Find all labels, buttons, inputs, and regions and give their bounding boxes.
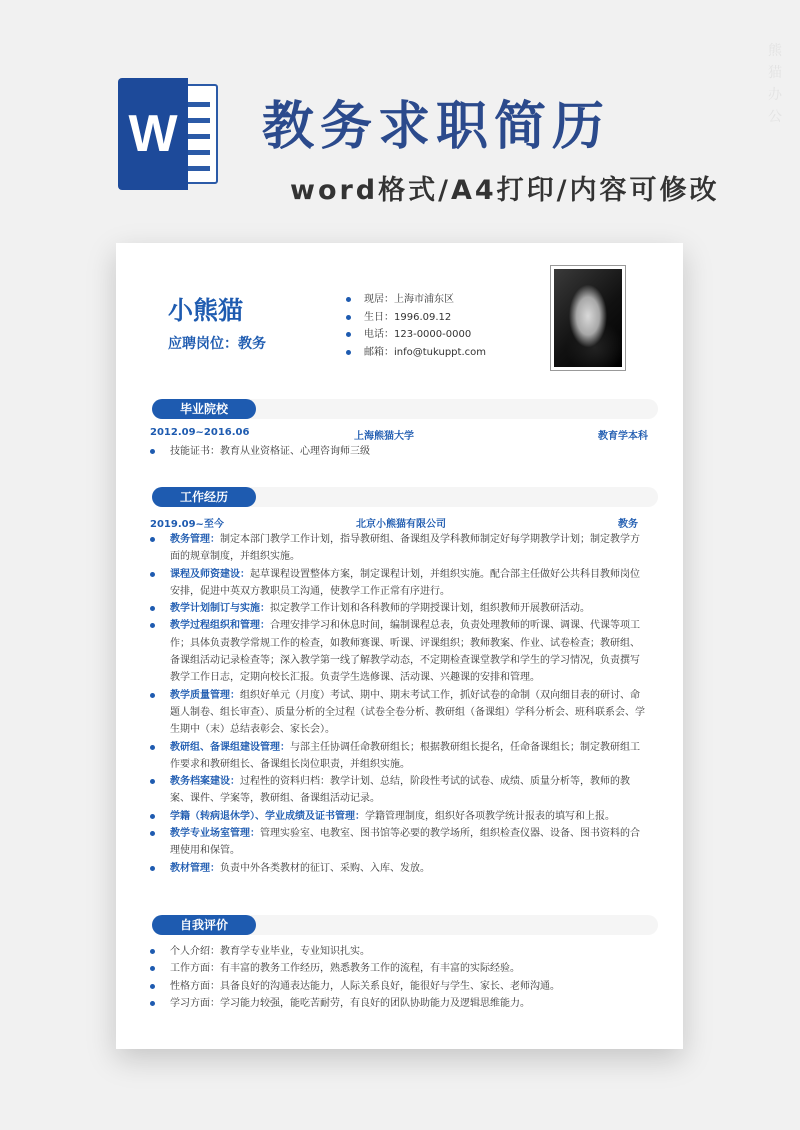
list-item: 教学质量管理：组织好单元（月度）考试、期中、期末考试工作，抓好试卷的命制（双向细目表的研讨、命题人制卷、组长审查）、质量分析的全过程（试卷全卷分析、教研组（备课组）学科分析会、班科联系会、学生期中（末）总结表彰会、家长会）。 <box>150 687 646 739</box>
bullet-icon <box>150 1001 155 1006</box>
bullet-icon <box>150 449 155 454</box>
section-title: 工作经历 <box>152 487 256 507</box>
list-item: 个人介绍：教育学专业毕业，专业知识扎实。 <box>150 943 646 960</box>
bullet-icon <box>346 332 351 337</box>
bullet-icon <box>150 966 155 971</box>
bullet-icon <box>150 814 155 819</box>
info-address: 现居：上海市浦东区 <box>346 291 486 309</box>
list-item: 教材管理：负责中外各类教材的征订、采购、入库、发放。 <box>150 860 646 877</box>
section-education <box>152 399 658 419</box>
bullet-icon <box>150 831 155 836</box>
list-item: 学习方面：学习能力较强，能吃苦耐劳，有良好的团队协助能力及逻辑思维能力。 <box>150 995 646 1012</box>
bullet-icon <box>346 297 351 302</box>
list-item: 教学过程组织和管理：合理安排学习和休息时间，编制课程总表，负责处理教师的听课、调课、代课等项工作；具体负责教学常规工作的检查，如教师赛课、听课、评课组织；教师教案、作业、试卷检查；教研组、备课组活动记录检查等；深入教学第一线了解教学动态，不定期检查课堂教学和学生的学习情况，负责撰写教学工作日志，定期向校长汇报。负责学生选修课、活动课、兴趣课的安排和管理。 <box>150 617 646 686</box>
watermark: 熊猫办公 <box>768 43 782 125</box>
banner <box>0 0 800 240</box>
list-item: 工作方面：有丰富的教务工作经历，熟悉教务工作的流程，有丰富的实际经验。 <box>150 960 646 977</box>
resume-page <box>116 243 683 1049</box>
banner-title: 教务求职简历 <box>262 97 611 157</box>
list-item: 教学专业场室管理：管理实验室、电教室、图书馆等必要的教学场所，组织检查仪器、设备、图书资料的合理使用和保管。 <box>150 825 646 860</box>
bullet-icon <box>150 745 155 750</box>
applied-position: 应聘岗位：教务 <box>168 336 266 352</box>
section-title: 毕业院校 <box>152 399 256 419</box>
work-list <box>150 531 646 877</box>
list-item: 课程及师资建设：起草课程设置整体方案，制定课程计划，并组织实施。配合部主任做好公共科目教师岗位安排，促进中英双方教职员工沟通，使教学工作正常有序进行。 <box>150 566 646 601</box>
profile-photo <box>550 265 626 371</box>
bullet-icon <box>150 866 155 871</box>
info-email: 邮箱：info@tukuppt.com <box>346 344 486 362</box>
list-item: 教务档案建设：过程性的资料归档：教学计划、总结，阶段性考试的试卷、成绩、质量分析等，教师的教案、课件、学案等，教研组、备课组活动记录。 <box>150 773 646 808</box>
list-item: 性格方面：具备良好的沟通表达能力，人际关系良好，能很好与学生、家长、老师沟通。 <box>150 978 646 995</box>
section-work <box>152 487 658 507</box>
section-self <box>152 915 658 935</box>
work-row <box>150 515 648 531</box>
bullet-icon <box>150 779 155 784</box>
bullet-icon <box>346 315 351 320</box>
list-item: 教务管理：制定本部门教学工作计划，指导教研组、备课组及学科教师制定好每学期教学计划；制定教学方面的规章制度，并组织实施。 <box>150 531 646 566</box>
list-item: 教学计划制订与实施：拟定教学工作计划和各科教师的学期授课计划，组织教师开展教研活动。 <box>150 600 646 617</box>
contact-info <box>346 291 486 361</box>
work-company: 北京小熊猫有限公司 <box>356 519 446 530</box>
education-school: 上海熊猫大学 <box>354 431 414 442</box>
word-w-letter: W <box>118 78 188 190</box>
education-row <box>150 427 648 443</box>
bullet-icon <box>150 606 155 611</box>
list-item: 技能证书：教育从业资格证、心理咨询师三级 <box>150 443 646 460</box>
self-list <box>150 943 646 1012</box>
list-item: 教研组、备课组建设管理：与部主任协调任命教研组长；根据教研组长提名，任命备课组长；制定教研组工作要求和教研组长、备课组长岗位职责，并组织实施。 <box>150 739 646 774</box>
work-period: 2019.09~至今 <box>150 519 224 530</box>
bullet-icon <box>150 949 155 954</box>
work-role: 教务 <box>618 519 638 530</box>
bullet-icon <box>150 623 155 628</box>
bullet-icon <box>150 693 155 698</box>
education-degree: 教育学本科 <box>598 431 648 442</box>
education-list <box>150 443 646 460</box>
banner-subtitle: word格式/A4打印/内容可修改 <box>290 175 720 206</box>
info-birthday: 生日：1996.09.12 <box>346 309 486 327</box>
info-phone: 电话：123-0000-0000 <box>346 326 486 344</box>
candidate-name: 小熊猫 <box>168 296 244 325</box>
education-period: 2012.09~2016.06 <box>150 427 250 438</box>
bullet-icon <box>150 537 155 542</box>
section-title: 自我评价 <box>152 915 256 935</box>
bullet-icon <box>150 984 155 989</box>
word-icon <box>118 78 222 190</box>
list-item: 学籍（转病退休学）、学业成绩及证书管理：学籍管理制度，组织好各项教学统计报表的填写和上报。 <box>150 808 646 825</box>
bullet-icon <box>346 350 351 355</box>
bullet-icon <box>150 572 155 577</box>
